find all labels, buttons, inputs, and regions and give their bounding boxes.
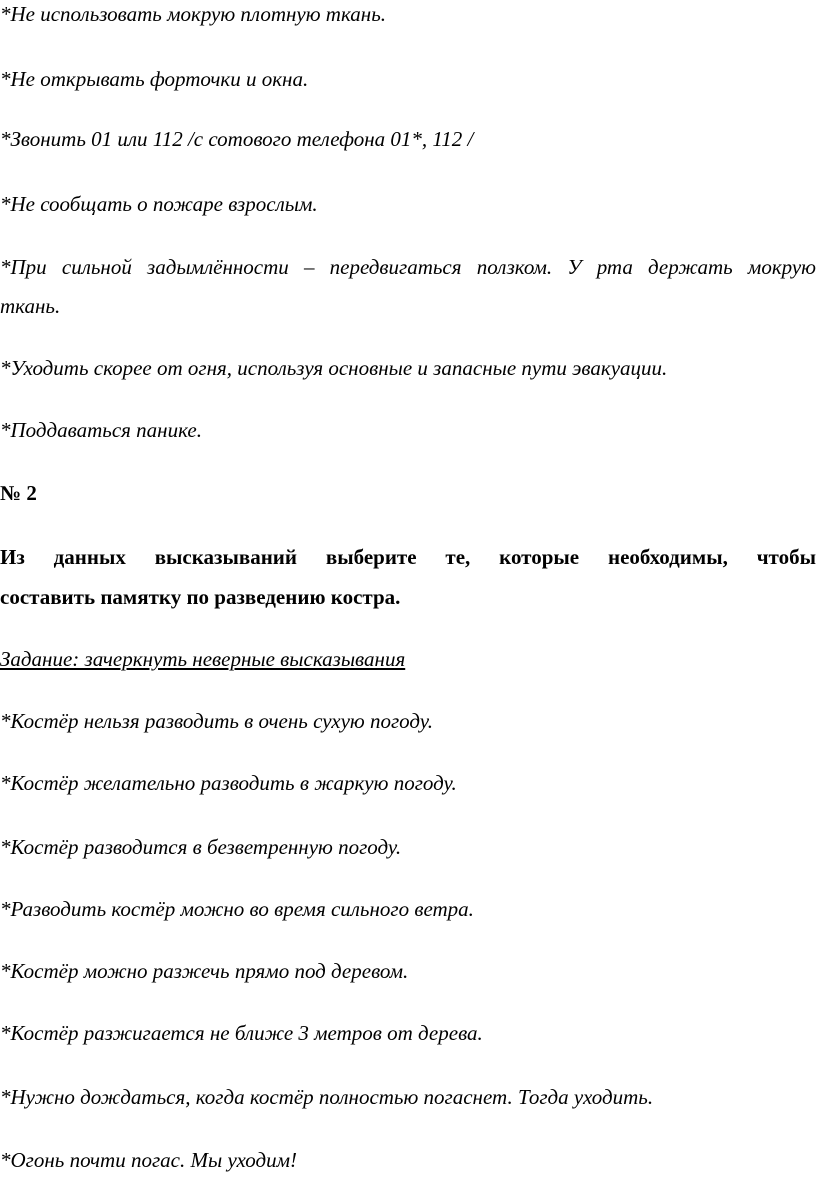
rule-line: *Не сообщать о пожаре взрослым. <box>0 192 318 216</box>
task-label: Задание: зачеркнуть неверные высказывания <box>0 647 406 671</box>
statement-line: *Костёр разжигается не ближе 3 метров от дерева. <box>0 1021 483 1045</box>
statement-line: *Разводить костёр можно во время сильного ветра. <box>0 897 474 921</box>
rule-line: *Не использовать мокрую плотную ткань. <box>0 2 386 26</box>
rule-line: *Звонить 01 или 112 /с сотового телефона 01*, 112 / <box>0 127 474 151</box>
statement-line: *Костёр желательно разводить в жаркую погоду. <box>0 771 457 795</box>
statement-line: *Костёр разводится в безветренную погоду. <box>0 835 402 859</box>
statement-line: *Нужно дождаться, когда костёр полностью погаснет. Тогда уходить. <box>0 1085 654 1109</box>
instruction-heading-continuation: составить памятку по разведению костра. <box>0 585 401 609</box>
rule-line: *Не открывать форточки и окна. <box>0 67 309 91</box>
rule-line: *Поддаваться панике. <box>0 418 202 442</box>
section-number: № 2 <box>0 481 37 505</box>
statement-line: *Костёр нельзя разводить в очень сухую погоду. <box>0 709 434 733</box>
statement-line: *Огонь почти погас. Мы уходим! <box>0 1148 298 1172</box>
instruction-heading: Из данных высказываний выберите те, которые необходимы, чтобы <box>0 545 816 569</box>
rule-line: *При сильной задымлённости – передвигаться ползком. У рта держать мокрую <box>0 255 816 279</box>
rule-line: *Уходить скорее от огня, используя основные и запасные пути эвакуации. <box>0 356 668 380</box>
rule-line-continuation: ткань. <box>0 294 61 318</box>
statement-line: *Костёр можно разжечь прямо под деревом. <box>0 959 409 983</box>
